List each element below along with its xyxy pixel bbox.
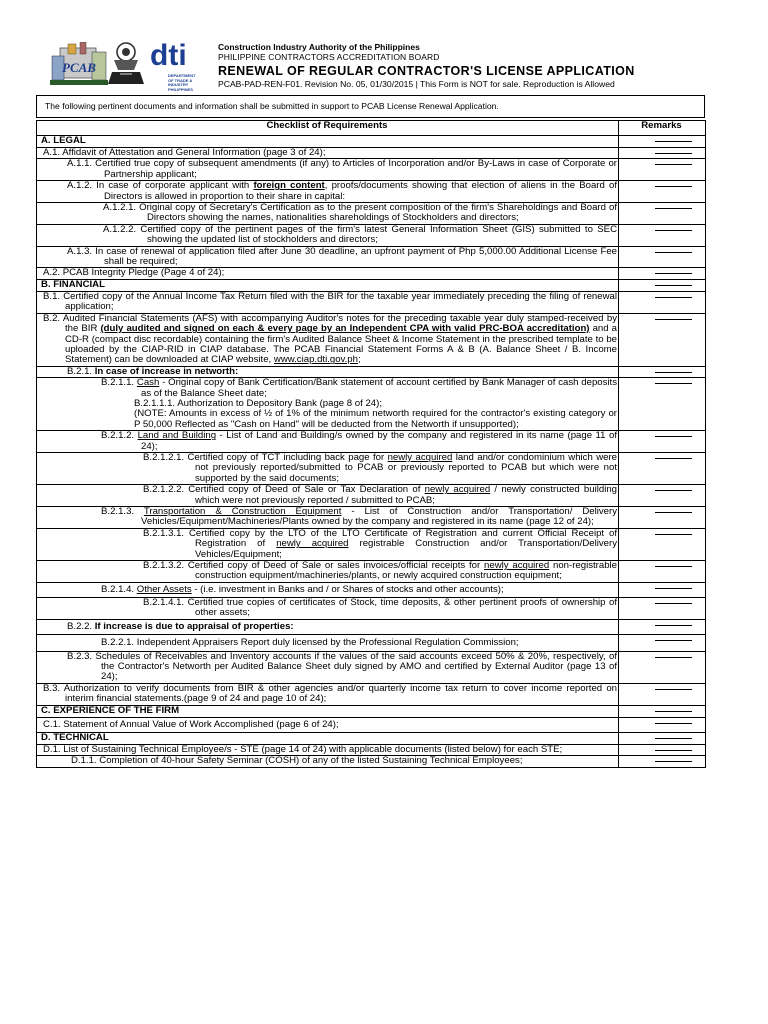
table-row [37,756,706,767]
requirement-a1-1: A.1.1. Certified true copy of subsequent amendments (if any) to Articles of Incorporation and/or By-Laws in case of Corporate or Partnership applicant; [37,159,619,181]
dti-logo [150,39,208,91]
requirement-b2 [37,313,619,366]
remarks-line [655,141,692,142]
requirement-b2-1-2 [37,431,619,453]
column-header-remarks: Remarks [619,121,706,136]
requirements-checklist-table [36,120,706,768]
requirement-text: A.1.2. In case of corporate applicant with [67,180,254,192]
requirement-text: B.2.1.3.1. Certified copy by the LTO of the LTO Certificate of Registration and current Official Receipt of Registration of [143,527,617,550]
logo-group [46,38,221,92]
requirement-text: B.2. Audited Financial Statements (AFS) with accompanying Auditor's notes for the preceding taxable year duly stamped-received by the BIR [43,312,617,335]
requirement-b2-1 [37,366,619,377]
remarks-cell [619,148,706,159]
requirement-b2-1-2-2 [37,485,619,507]
requirement-text: - List of Land and Building/s owned by the company and registered in its name (page 11 of 24); [141,430,617,452]
table-row [37,203,706,225]
section-title: C. EXPERIENCE OF THE FIRM [37,705,619,717]
table-row [37,561,706,583]
table-row [37,148,706,159]
requirement-text: , proofs/documents showing that election of aliens in the Board of Directors is allowed in proportion to their share in capital: [104,180,617,202]
remarks-line [655,738,692,739]
document-header [46,38,716,92]
remarks-cell [619,224,706,246]
remarks-line [655,297,692,298]
remarks-line [655,319,692,320]
requirement-text: - List of Construction and/or Transportation/ Delivery Vehicles/Equipment/Machineries/Plants owned by the company and registered in its name (page 12 of 24); [141,506,618,528]
requirement-b2-1-4 [37,582,619,597]
remarks-cell [619,452,706,484]
requirement-b2-3: B.2.3. Schedules of Receivables and Inventory accounts if the values of the said accounts exceed 50% & 20%, respectively, of the Contractor's Networth per Audited Balance Sheet duly signed by AMO and certified by External Auditor (page 13 of 24); [37,651,619,683]
ciap-website-link[interactable]: www.ciap.dti.gov.ph [273,354,358,366]
org-name-line2: PHILIPPINE CONTRACTORS ACCREDITATION BOARD [218,52,440,62]
requirement-c1: C.1. Statement of Annual Value of Work Accomplished (page 6 of 24); [37,717,619,732]
table-row [37,431,706,453]
requirement-b2-2 [37,619,619,634]
underlined-term: newly acquired [424,484,491,496]
remarks-line [655,750,692,751]
remarks-line [655,566,692,567]
remarks-cell [619,756,706,767]
requirement-b2-1-3-2 [37,561,619,583]
remarks-line [655,603,692,604]
intro-note: The following pertinent documents and information shall be submitted in support to PCAB License Renewal Application. [36,95,705,118]
table-row [37,159,706,181]
remarks-cell [619,582,706,597]
remarks-line [655,436,692,437]
remarks-line [655,208,692,209]
table-row [37,181,706,203]
emphasis-text: (duly audited and signed on each & every page by an Independent CPA with valid PRC-BOA accreditation) [100,323,590,335]
remarks-cell [619,313,706,366]
table-row [37,485,706,507]
table-row [37,268,706,279]
remarks-line [655,761,692,762]
remarks-line [655,458,692,459]
remarks-cell [619,561,706,583]
remarks-line [655,273,692,274]
requirement-text: registrable Construction and/or Transportation/Delivery Vehicles/Equipment; [195,538,617,560]
svg-text:dti: dti [150,39,187,69]
requirement-b2-2-1: B.2.2.1. Independent Appraisers Report duly licensed by the Professional Regulation Commission; [37,634,619,651]
requirement-d1-1: D.1.1. Completion of 40-hour Safety Seminar (COSH) of any of the listed Sustaining Technical Employees; [37,756,619,767]
section-title: A. LEGAL [37,136,619,148]
requirement-text: - Original copy of Bank Certification/Bank statement of account certified by Bank Manager of cash deposits as of the Balance Sheet date; [141,377,618,399]
remarks-line [655,230,692,231]
requirement-b3: B.3. Authorization to verify documents from BIR & other agencies and/or quarterly income tax return to cover income reported on interim financial statements.(page 9 of 24 and page 10 of 24); [37,683,619,705]
requirement-number: B.2.1.2. [101,430,138,442]
remarks-line [655,723,692,724]
table-row [37,246,706,268]
remarks-cell [619,268,706,279]
requirement-number: B.2.1. [67,365,95,377]
remarks-line [655,711,692,712]
underlined-term: Cash [136,377,160,389]
form-reference: PCAB-PAD-REN-F01. Revision No. 05, 01/30/2015 | This Form is NOT for sale. Reproduction is Allowed [218,79,615,89]
table-row [37,597,706,619]
ciap-seal-logo [108,40,144,88]
requirement-text: and a CD-R (compact disc recordable) containing the firm's Audited Balance Sheet & Income Statement in the prescribed template to be uploaded by the CIAP-RID in CIAP database. The PCAB Financial Statement Forms A & B (A. Balance Sheet / B. Income Statement) can be downloaded at CIAP website, [65,323,617,366]
remarks-cell [619,619,706,634]
emphasis-text: foreign content [253,180,325,192]
requirement-d1: D.1. List of Sustaining Technical Employee/s - STE (page 14 of 24) with applicable documents (listed below) for each STE; [37,744,619,755]
remarks-cell [619,634,706,651]
remarks-cell [619,717,706,732]
remarks-cell [619,597,706,619]
requirement-text: ; [357,354,361,366]
remarks-line [655,512,692,513]
remarks-line [655,625,692,626]
remarks-cell [619,705,706,717]
remarks-cell [619,136,706,148]
table-row [37,651,706,683]
remarks-cell [619,246,706,268]
requirement-b2-1-4-1: B.2.1.4.1. Certified true copies of certificates of Stock, time deposits, & other pertinent proofs of ownership of other assets; [37,597,619,619]
remarks-cell [619,291,706,313]
table-header-row [37,121,706,136]
remarks-line [655,657,692,658]
section-row-experience [37,705,706,717]
remarks-line [655,588,692,589]
underlined-term: newly acquired [484,560,550,572]
remarks-cell [619,732,706,744]
table-row [37,634,706,651]
remarks-line [655,164,692,165]
requirement-text: land and/or condominium which were not previously reported/submitted to PCAB or previously reported to PCAB but which were not supported by the said documents; [195,451,617,484]
requirement-a1-2 [37,181,619,203]
requirement-a1-2-2: A.1.2.2. Certified copy of the pertinent pages of the firm's latest General Information Sheet (GIS) submitted to SEC showing the updated list of stockholders and directors; [37,224,619,246]
remarks-cell [619,507,706,529]
remarks-line [655,640,692,641]
remarks-cell [619,431,706,453]
requirement-b2-1-3-1 [37,528,619,560]
table-row [37,717,706,732]
requirement-b1: B.1. Certified copy of the Annual Income Tax Return filed with the BIR for the taxable year immediately preceding the filing of renewal application; [37,291,619,313]
remarks-cell [619,378,706,431]
table-row [37,378,706,431]
remarks-line [655,285,692,286]
table-row [37,507,706,529]
form-title: RENEWAL OF REGULAR CONTRACTOR'S LICENSE APPLICATION [218,64,635,78]
requirement-b2-1-1 [37,378,619,431]
remarks-cell [619,683,706,705]
section-row-financial [37,279,706,291]
column-header-checklist: Checklist of Requirements [37,121,619,136]
section-row-technical [37,732,706,744]
requirement-number: B.2.1.4. [101,583,137,595]
table-row [37,291,706,313]
requirement-text: - (i.e. investment in Banks and / or Shares of stocks and other accounts); [191,583,504,595]
table-row [37,528,706,560]
remarks-line [655,186,692,187]
table-row [37,224,706,246]
remarks-cell [619,485,706,507]
requirement-a1-3: A.1.3. In case of renewal of application filed after June 30 deadline, an upfront payment of Php 5,000.00 Additional License Fee shall be required; [37,246,619,268]
remarks-line [655,153,692,154]
requirement-text: B.2.1.2.2. Certified copy of Deed of Sale or Tax Declaration of [143,484,425,496]
requirement-text: B.2.1.2.1. Certified copy of TCT including back page for [143,451,388,463]
underlined-term: Other Assets [136,583,192,595]
remarks-cell [619,528,706,560]
underlined-term: newly acquired [276,538,349,550]
table-row [37,452,706,484]
remarks-line [655,534,692,535]
requirement-b2-1-1-1: B.2.1.1.1. Authorization to Depository Bank (page 8 of 24); [134,397,382,409]
subheading-text: In case of increase in networth: [94,365,239,377]
table-row [37,582,706,597]
underlined-term: newly acquired [387,451,453,463]
remarks-cell [619,181,706,203]
requirement-a2: A.2. PCAB Integrity Pledge (Page 4 of 24); [37,268,619,279]
remarks-line [655,689,692,690]
requirement-text: non-registrable construction equipment/machineries/plants, or newly acquired construction equipment; [195,560,617,582]
remarks-line [655,490,692,491]
svg-text:PCAB: PCAB [62,60,96,75]
requirement-number: B.2.1.3. [101,506,144,517]
underlined-term: Land and Building [137,430,217,442]
header-text-block [218,42,718,90]
remarks-cell [619,651,706,683]
subheading-text: If increase is due to appraisal of properties: [94,620,294,632]
remarks-cell [619,159,706,181]
pcab-logo [50,42,108,86]
remarks-cell [619,203,706,225]
table-row [37,683,706,705]
section-title: D. TECHNICAL [37,732,619,744]
dti-logo-subtitle: DEPARTMENT OF TRADE & INDUSTRY PHILIPPINES [168,73,196,92]
table-row [37,366,706,377]
requirement-text: B.2.1.3.2. Certified copy of Deed of Sale or sales invoices/official receipts for [143,560,485,572]
remarks-line [655,252,692,253]
requirement-text: / newly constructed building which were not previously reported / submitted to PCAB; [195,484,617,506]
section-title: B. FINANCIAL [37,279,619,291]
requirement-b2-1-3 [37,507,619,529]
remarks-cell [619,279,706,291]
section-row-legal [37,136,706,148]
requirement-number: B.2.1.1. [101,377,137,389]
table-row [37,313,706,366]
requirement-b2-1-1-1-note: (NOTE: Amounts in excess of ½ of 1% of the minimum networth required for the contractor's existing category or P 50,000 Reflected as "Cash on Hand" will be deducted from the Networth if unsupported); [134,408,617,430]
remarks-line [655,383,692,384]
underlined-term: Transportation & Construction Equipment [143,506,342,517]
remarks-cell [619,366,706,377]
requirement-b2-1-2-1 [37,452,619,484]
table-row [37,619,706,634]
remarks-cell [619,744,706,755]
table-row [37,744,706,755]
requirement-a1: A.1. Affidavit of Attestation and General Information (page 3 of 24); [37,148,619,159]
requirement-a1-2-1: A.1.2.1. Original copy of Secretary's Certification as to the present composition of the firm's Shareholdings and Board of Directors showing the names, nationalities shareholdings of Stockholders and directors; [37,203,619,225]
requirement-number: B.2.2. [67,620,95,632]
remarks-line [655,372,692,373]
org-name-line1: Construction Industry Authority of the Philippines [218,42,420,52]
